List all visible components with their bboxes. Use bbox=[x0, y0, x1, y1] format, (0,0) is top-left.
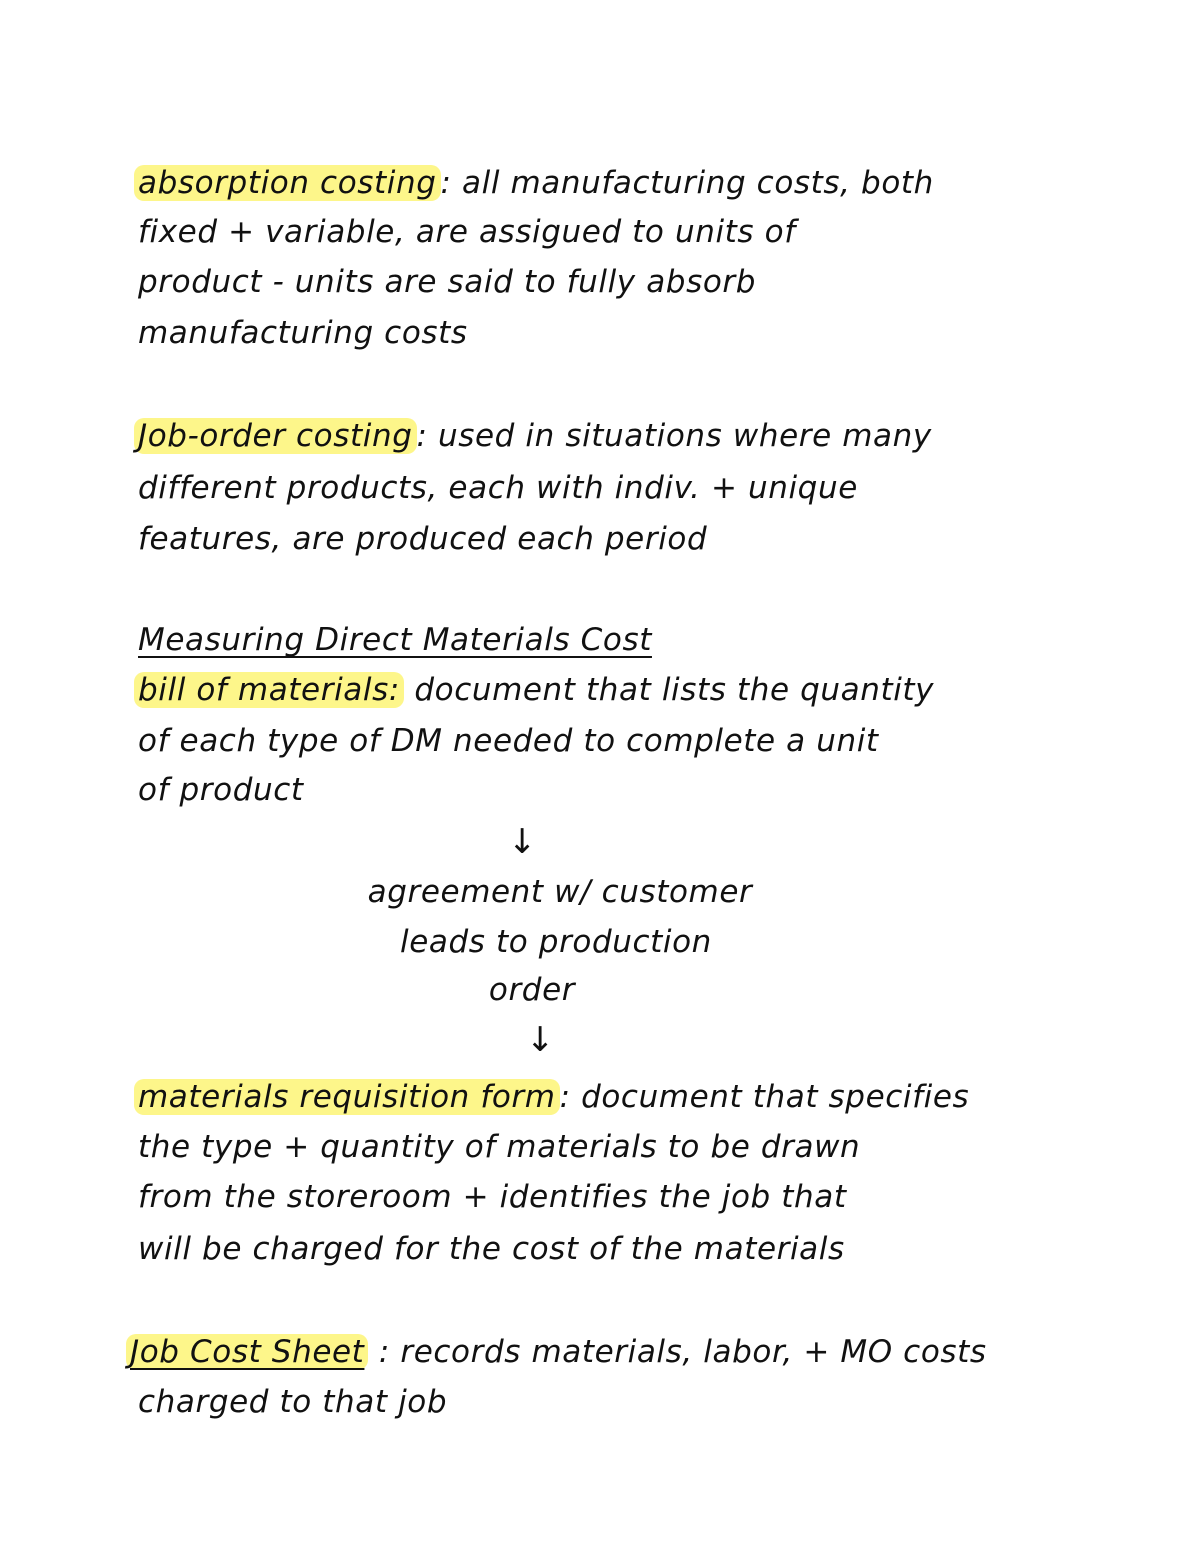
requisition-line-1 bbox=[138, 1077, 969, 1117]
flow-text-line-2: leads to production bbox=[400, 924, 712, 960]
requisition-line-2: the type + quantity of materials to be drawn bbox=[138, 1129, 861, 1165]
down-arrow-icon: ↓ bbox=[508, 822, 537, 862]
job-cost-sheet-term: Job Cost Sheet bbox=[126, 1334, 368, 1370]
absorption-definition-1: : all manufacturing costs, both bbox=[440, 165, 934, 201]
absorption-costing-term: absorption costing bbox=[134, 165, 441, 201]
bill-of-materials-definition-1: document that lists the quantity bbox=[403, 672, 935, 708]
materials-requisition-term: materials requisition form bbox=[134, 1079, 560, 1115]
absorption-line-4: manufacturing costs bbox=[138, 315, 468, 351]
job-cost-sheet-line-1 bbox=[130, 1332, 987, 1372]
bill-of-materials-line-2: of each type of DM needed to complete a unit bbox=[138, 723, 879, 759]
job-order-costing-term: Job-order costing bbox=[134, 418, 417, 454]
down-arrow-icon: ↓ bbox=[526, 1020, 555, 1060]
requisition-line-4: will be charged for the cost of the materials bbox=[138, 1231, 845, 1267]
flow-text-line-1: agreement w/ customer bbox=[367, 874, 753, 910]
job-order-line-2: different products, each with indiv. + unique bbox=[138, 470, 858, 506]
absorption-line-2: fixed + variable, are assigued to units of bbox=[138, 214, 796, 250]
absorption-line-3: product - units are said to fully absorb bbox=[138, 264, 757, 300]
job-cost-sheet-definition-1: : records materials, labor, + MO costs bbox=[368, 1334, 987, 1370]
requisition-definition-1: : document that specifies bbox=[559, 1079, 970, 1115]
absorption-line-1 bbox=[138, 163, 934, 203]
bill-of-materials-line-1 bbox=[138, 670, 934, 710]
job-order-line-1 bbox=[138, 416, 932, 456]
requisition-line-3: from the storeroom + identifies the job that bbox=[138, 1179, 847, 1215]
direct-materials-heading: Measuring Direct Materials Cost bbox=[138, 622, 652, 658]
bill-of-materials-line-3: of product bbox=[138, 772, 304, 808]
job-order-line-3: features, are produced each period bbox=[138, 521, 708, 557]
job-cost-sheet-line-2: charged to that job bbox=[138, 1384, 448, 1420]
job-order-definition-1: : used in situations where many bbox=[416, 418, 932, 454]
bill-of-materials-term: bill of materials: bbox=[134, 672, 404, 708]
flow-text-line-3: order bbox=[488, 972, 576, 1008]
